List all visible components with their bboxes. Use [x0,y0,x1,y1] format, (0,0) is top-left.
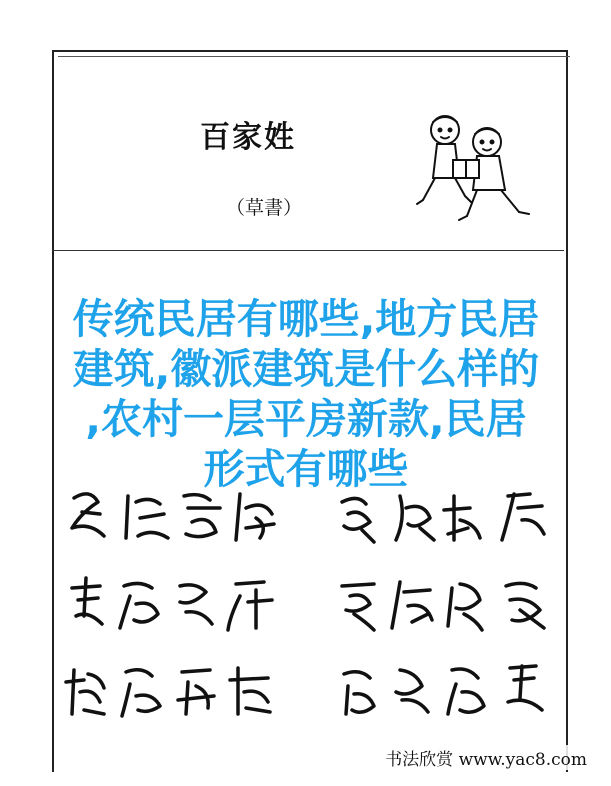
sheet-subheading: （草書） [226,197,303,219]
overlay-title-line-4: 形式有哪些 [203,445,409,493]
site-watermark: 书法欣赏 www.yac8.com [385,745,587,770]
sheet-heading: 百家姓 [200,120,296,155]
overlay-title-line-1: 传统民居有哪些,地方民居 [72,295,540,343]
overlay-title-line-3: ,农村一层平房新款,民居 [85,395,527,443]
overlay-title [16,294,596,494]
calligraphy-right [330,566,560,646]
calligraphy-left [60,652,290,732]
overlay-title-line-2: 建筑,徽派建筑是什么样的 [72,345,540,393]
calligraphy-right [330,652,560,732]
calligraphy-left [60,566,290,646]
children-reading-illustration [415,108,535,228]
calligraphy-row-3 [60,652,560,732]
section-divider [52,250,564,251]
calligraphy-row-2 [60,566,560,646]
